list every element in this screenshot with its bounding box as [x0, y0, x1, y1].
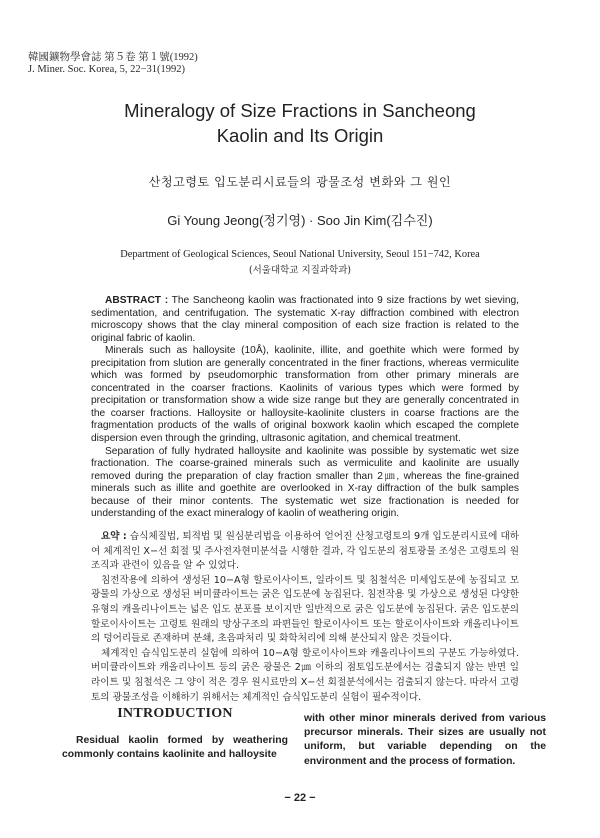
paper-title-line-2: Kaolin and Its Origin — [216, 125, 384, 146]
journal-citation — [28, 52, 198, 76]
journal-citation-english: J. Miner. Soc. Korea, 5, 22−31(1992) — [28, 64, 185, 75]
korean-abstract-paragraph-2: 침전작용에 의하여 생성된 10−A형 할로이사이트, 일라이트 및 침철석은 미세입도분에 농집되고 모광물의 가상으로 생성된 버미큘라이트는 굵은 입도분에 농집된다. 침전작용 및 가상으로 생성된 다양한 유형의 캐올리나이트는 넓은 입도 분포를 보이지만 일반적으로 굵은 입도분에 농집된다. 굵은 입도분의 할로이사이트는 고령토 원래의 망상구조의 파편들인 할로이사이트 또는 할로이사이트와 캐올리나이트의 덩어리들로 존재하며 분쇄, 초음파처리 및 화학처리에 의해 분산되지 않은 것들이다. — [91, 574, 519, 645]
paper-title-line-1: Mineralogy of Size Fractions in Sancheong — [124, 100, 476, 121]
abstract-paragraph-2: Minerals such as halloysite (10Å), kaolinite, illite, and goethite which were formed by precipitation from slution are generally concentrated in the finer fractions, whereas vermiculite which was formed by pseudomorphic transformation from other primary minerals are concentrated in the coarser fractions. Kaolinits of various types which were formed by precipitation or transformation show a wide size range but they are generally concentrated in the coarser fractions. Halloysite or halloysite-kaolinite clusters in coarse fractions are the fragmentation products of the walls of original boxwork kaolin which escaped the complete dispersion even through the grinding, ultrasonic agitation, and chemical treatment. — [91, 345, 519, 445]
abstract — [91, 295, 519, 521]
paper-title — [0, 98, 600, 148]
korean-abstract-label: 요약 : — [101, 531, 127, 542]
affiliation — [0, 247, 600, 279]
korean-abstract-paragraph-1-text: 습식체질법, 퇴적법 및 원심분리법을 이용하여 얻어진 산청고령토의 9개 입도분리시료에 대하여 체계적인 X−선 회절 및 주사전자현미분석을 시행한 결과, 각 입도분의 점토광물 조성은 고령토의 원조직과 관련이 있음을 알 수 있었다. — [91, 531, 520, 572]
introduction-heading: INTRODUCTION — [117, 706, 233, 721]
left-column — [62, 706, 288, 762]
page-number: − 22 − — [284, 792, 316, 804]
abstract-label: ABSTRACT : — [105, 295, 169, 306]
affiliation-english: Department of Geological Sciences, Seoul National University, Seoul 151−742, Korea — [120, 249, 480, 260]
korean-abstract-paragraph-3: 체계적인 습식입도분리 실험에 의하여 10−A형 할로이사이트와 캐올리나이트의 구분도 가능하였다. 버미큘라이트와 캐올리나이트 등의 굵은 광물은 2㎛ 이하의 점토입도분에서는 검출되지 않는 반면 일라이트 및 침철석은 그 양이 적은 경우 원시료만의 X−선 회절분석에서는 검출되지 않는다. 따라서 고령토의 광물조성을 이해하기 위해서는 체계적인 습식입도분리 실험이 필수적이다. — [91, 647, 520, 703]
affiliation-korean: (서울대학교 지질과학과) — [248, 265, 352, 276]
right-column — [304, 712, 546, 769]
authors: Gi Young Jeong(정기영) · Soo Jin Kim(김수진) — [167, 213, 433, 228]
korean-abstract — [91, 530, 519, 705]
paper-title-korean: 산청고령토 입도분리시료들의 광물조성 변화와 그 원인 — [148, 175, 452, 189]
introduction-left-text: Residual kaolin formed by weathering commonly contains kaolinite and halloysite — [62, 735, 288, 761]
journal-citation-korean: 韓國鑛物學會誌 第５卷 第１號(1992) — [28, 52, 198, 63]
korean-abstract-paragraph-1 — [91, 530, 519, 574]
introduction-right-text: with other minor minerals derived from various precursor minerals. Their sizes are usually not uniform, but variable depending on the environment and the process of formation. — [304, 713, 546, 767]
abstract-paragraph-1-text: The Sancheong kaolin was fractionated into 9 size fractions by wet sieving, sedimentation, and centrifugation. The systematic X-ray diffraction combined with electron microscopy shows that the clay mineral composition of each size fraction is related to the original fabric of kaolin. — [91, 295, 520, 344]
abstract-paragraph-3: Separation of fully hydrated halloysite and kaolinite was possible by systematic wet size fractionation. The coarse-grained minerals such as vermiculite and kaolinite are usually removed during the preparation of clay fraction smaller than 2㎛, whereas the fine-grained minerals such as illite and goethite are overlooked in X-ray diffraction of the bulk samples because of their minor contents. The systematic wet size fractionation is needed for understanding of the exact mineralogy of kaolin of weathering origin. — [91, 445, 519, 520]
abstract-paragraph-1 — [91, 295, 519, 345]
